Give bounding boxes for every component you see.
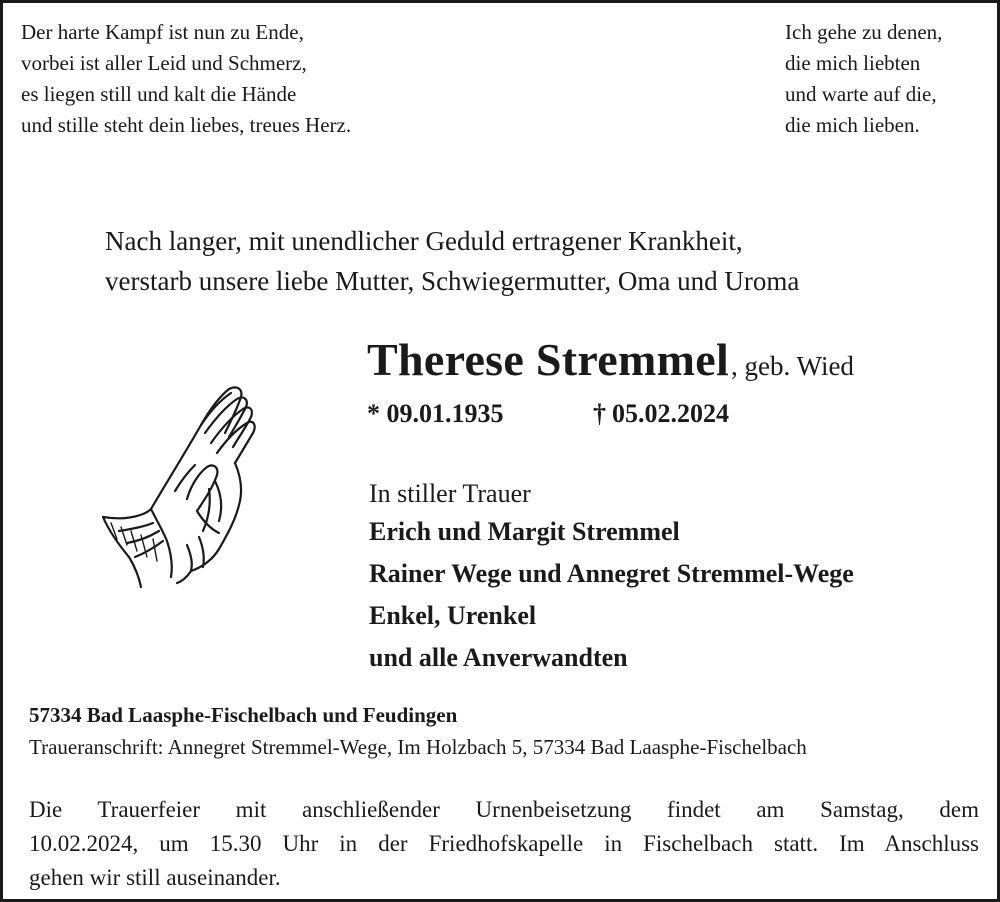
verse-right — [785, 17, 995, 141]
cross-icon: † — [593, 399, 606, 428]
funeral-line: Die Trauerfeier mit anschließender Urnenbeisetzung findet am Samstag, dem — [29, 797, 979, 822]
praying-hands-icon — [91, 381, 271, 591]
place-line: 57334 Bad Laasphe-Fischelbach und Feudingen — [29, 703, 458, 727]
verse-right-line: Ich gehe zu denen, — [785, 20, 943, 44]
funeral-line: gehen wir still auseinander. — [29, 865, 281, 890]
intro-line: Nach langer, mit unendlicher Geduld ertragener Krankheit, — [105, 226, 743, 256]
verse-left-line: es liegen still und kalt die Hände — [21, 82, 297, 106]
intro-line: verstarb unsere liebe Mutter, Schwiegermutter, Oma und Uroma — [105, 266, 800, 296]
mourner-line: Rainer Wege und Annegret Stremmel-Wege — [369, 559, 854, 588]
funeral-notice — [29, 793, 979, 895]
maiden-name: , geb. Wied — [731, 351, 854, 381]
mourner-line: Erich und Margit Stremmel — [369, 517, 680, 546]
announcement-intro — [105, 221, 985, 301]
mourner-line: Enkel, Urenkel — [369, 601, 537, 630]
life-dates — [367, 399, 729, 429]
verse-right-line: die mich lieben. — [785, 113, 920, 137]
verse-left-line: und stille steht dein liebes, treues Herz. — [21, 113, 352, 137]
mourning-intro: In stiller Trauer — [369, 479, 531, 508]
deceased-name: Therese Stremmel — [367, 334, 730, 385]
mourner-line: und alle Anverwandten — [369, 643, 628, 672]
deceased-name-line — [367, 333, 854, 386]
birth-date: * 09.01.1935 — [367, 399, 504, 428]
verse-left-line: Der harte Kampf ist nun zu Ende, — [21, 20, 304, 44]
mourning-address: Traueranschrift: Annegret Stremmel-Wege, Im Holzbach 5, 57334 Bad Laasphe-Fischelbach — [29, 735, 807, 759]
verse-left-line: vorbei ist aller Leid und Schmerz, — [21, 51, 307, 75]
funeral-line: 10.02.2024, um 15.30 Uhr in der Friedhofskapelle in Fischelbach statt. Im Anschluss — [29, 831, 979, 856]
mourners-list — [369, 511, 854, 679]
verse-right-line: und warte auf die, — [785, 82, 937, 106]
verse-right-line: die mich liebten — [785, 51, 921, 75]
verse-left — [21, 17, 541, 141]
death-date-group — [593, 399, 729, 429]
death-date: 05.02.2024 — [612, 399, 729, 428]
